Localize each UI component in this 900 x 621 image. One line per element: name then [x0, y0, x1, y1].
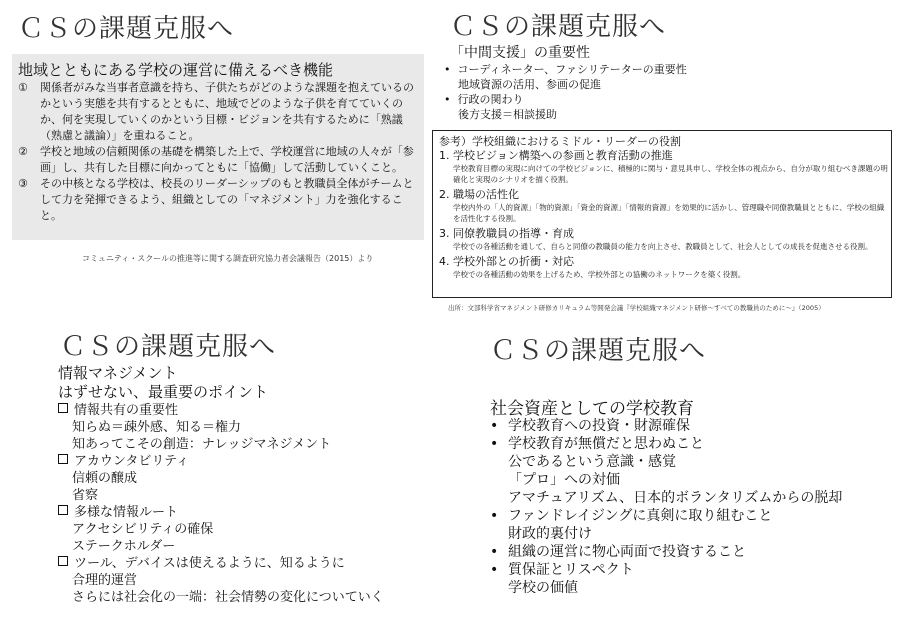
item-label: アカウンタビリティ [74, 454, 190, 469]
list-item [490, 417, 842, 435]
source-citation: 出所：文部科学省マネジメント研修カリキュラム等開発会議『学校組織マネジメント研修～すべての教職員のために～』（2005） [448, 304, 825, 312]
sub-item: 合理的運営 [72, 573, 138, 588]
slide-intermediate-support [430, 0, 900, 315]
sub-item: 知あってこその創造：ナレッジマネジメント [72, 437, 332, 452]
reference-item [439, 187, 889, 224]
item-text: 学校教育への投資・財源確保 [508, 418, 690, 434]
slide-title: ＣＳの課題克服へ [490, 336, 707, 366]
sub-item: 信頼の醸成 [72, 471, 138, 486]
slide-community-functions [0, 0, 430, 290]
item-label: 多様な情報ルート [74, 505, 179, 520]
sub-item: 省察 [72, 488, 99, 503]
list-item [18, 176, 420, 224]
square-bullet-icon [58, 403, 68, 413]
sub-item: 知らぬ＝疎外感、知る＝権力 [72, 420, 242, 435]
list-item [58, 504, 384, 521]
slide-title: ＣＳの課題克服へ [18, 14, 235, 44]
sub-item: 学校の価値 [508, 580, 578, 596]
sub-item: アクセシビリティの確保 [72, 522, 214, 537]
slide-information-management [0, 320, 450, 621]
section-heading: 社会資産としての学校教育 [490, 399, 694, 419]
list-item: 後方支援＝相談援助 [444, 108, 557, 121]
reference-item-heading: 2. 職場の活性化 [439, 188, 519, 201]
reference-box [432, 130, 892, 298]
bullet-icon: • [490, 508, 499, 524]
reference-item-description: 学校内外の「人的資源」「物的資源」「資金的資源」「情報的資源」を効果的に活かし、管理職や同僚教職員とともに、学校の組織を活性化する役割。 [453, 203, 885, 223]
bullet-icon: • [490, 418, 499, 434]
square-bullet-icon [58, 556, 68, 566]
bullet-list [490, 417, 842, 597]
item-number: ② [18, 145, 28, 158]
checklist [58, 402, 384, 606]
list-item [490, 507, 842, 525]
source-citation: コミュニティ・スクールの推進等に関する調査研究協力者会議報告（2015）より [82, 254, 374, 263]
reference-item-description: 学校での各種活動の効果を上げるため、学校外部との協働のネットワークを築く役割。 [453, 270, 746, 279]
bullet-icon: • [490, 544, 499, 560]
item-number: ③ [18, 177, 28, 190]
square-bullet-icon [58, 505, 68, 515]
reference-item [439, 226, 889, 252]
function-list [18, 80, 420, 224]
section-heading [58, 364, 268, 402]
item-label: ツール、デバイスは使えるように、知るように [74, 556, 345, 571]
list-item [490, 543, 842, 561]
item-label: 情報共有の重要性 [74, 403, 179, 418]
bullet-list [444, 62, 687, 122]
heading-line: 情報マネジメント [58, 364, 178, 382]
reference-list [439, 148, 889, 282]
item-text: 学校教育が無償だと思わぬこと [508, 436, 704, 452]
list-item [58, 402, 384, 419]
item-text: 質保証とリスペクト [508, 562, 634, 578]
list-item [58, 555, 384, 572]
item-text: 組織の運営に物心両面で投資すること [508, 544, 746, 560]
section-heading: 「中間支援」の重要性 [450, 45, 590, 61]
sub-item: さらには社会化の一端：社会情勢の変化についていく [72, 590, 384, 605]
item-text: 関係者がみな当事者意識を持ち、子供たちがどのような課題を抱えているのかという実態を共有するとともに、地域でどのような子供を育てていくのか、何を実現していくのかという目標・ビジョンを共有するために「熟議（熟慮と議論）」を重ねること。 [40, 81, 414, 142]
reference-item-description: 学校での各種活動を通して、自らと同僚の教職員の能力を向上させ、教職員として、社会人としての成長を促進させる役割。 [453, 242, 873, 251]
reference-title: 参考）学校組織におけるミドル・リーダーの役割 [439, 135, 681, 148]
list-item [18, 80, 420, 144]
reference-item [439, 254, 889, 280]
list-item: • 行政の関わり [444, 93, 524, 106]
item-text: 学校と地域の信頼関係の基礎を構築した上で、学校運営に地域の人々が「参画」し、共有した目標に向かってともに「協働」して活動していくこと。 [40, 145, 414, 174]
reference-item [439, 148, 889, 185]
reference-item-heading: 4. 学校外部との折衝・対応 [439, 255, 574, 268]
list-item [490, 435, 842, 453]
list-item: • コーディネーター、ファシリテーターの重要性 [444, 63, 687, 76]
item-number: ① [18, 81, 28, 94]
heading-line: はずせない、最重要のポイント [58, 383, 269, 401]
bullet-icon: • [490, 562, 499, 578]
square-bullet-icon [58, 454, 68, 464]
sub-item: アマチュアリズム、日本的ボランタリズムからの脱却 [508, 490, 843, 506]
list-item [58, 453, 384, 470]
list-item: 地域資源の活用、参画の促進 [444, 78, 601, 91]
item-text: ファンドレイジングに真剣に取り組むこと [508, 508, 773, 524]
bullet-icon: • [490, 436, 499, 452]
list-item [18, 144, 420, 176]
slide-title: ＣＳの課題克服へ [450, 12, 667, 42]
sub-item: 公であるという意識・感覚 [508, 454, 676, 470]
section-heading: 地域とともにある学校の運営に備えるべき機能 [18, 61, 334, 79]
list-item [490, 561, 842, 579]
sub-item: ステークホルダー [72, 539, 176, 554]
item-text: その中核となる学校は、校長のリーダーシップのもと教職員全体がチームとして力を発揮できるよう、組織としての「マネジメント」力を強化すること。 [40, 177, 414, 222]
reference-item-heading: 1. 学校ビジョン構築への参画と教育活動の推進 [439, 149, 673, 162]
reference-item-description: 学校教育目標の実現に向けての学校ビジョンに、積極的に関与・意見具申し、学校全体の視点から、自分が取り組むべき課題の明確化と実現のシナリオを描く役割。 [453, 164, 888, 184]
sub-item: 「プロ」への対価 [508, 472, 620, 488]
sub-item: 財政的裏付け [508, 526, 592, 542]
slide-social-asset [450, 320, 900, 621]
reference-item-heading: 3. 同僚教職員の指導・育成 [439, 227, 574, 240]
slide-title: ＣＳの課題克服へ [60, 332, 277, 362]
